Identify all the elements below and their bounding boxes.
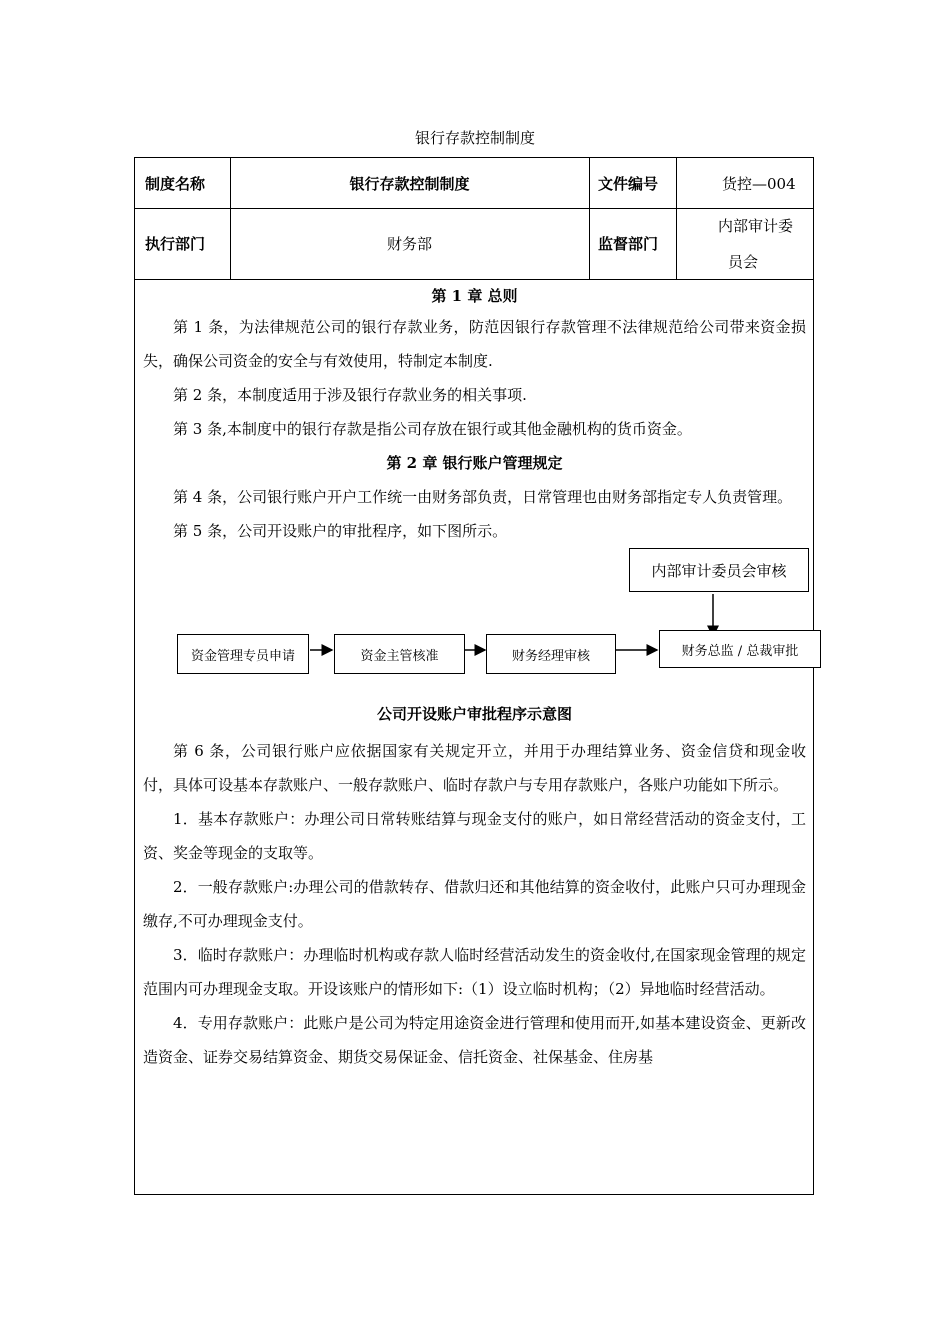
label-file-number: 文件编号 <box>598 174 659 193</box>
policy-body <box>143 282 806 1074</box>
audit-committee-review: 内部审计委员会审核 <box>629 548 809 592</box>
col-divider <box>589 158 590 279</box>
article-1: 第 1 条，为法律规范公司的银行存款业务，防范因银行存款管理不法律规范给公司带来资金损失，确保公司资金的安全与有效使用，特制定本制度. <box>143 318 806 370</box>
control-table <box>134 157 814 1195</box>
value-exec-dept: 财务部 <box>386 235 432 253</box>
account-type-4: 4．专用存款账户：此账户是公司为特定用途资金进行管理和使用而开,如基本建设资金、更新改造资金、证券交易结算资金、期货交易保证金、信托资金、社保基金、住房基 <box>143 1014 806 1066</box>
value-policy-name: 银行存款控制制度 <box>349 174 470 193</box>
article-5: 第 5 条，公司开设账户的审批程序，如下图所示。 <box>173 522 508 540</box>
approval-flowchart <box>143 548 806 694</box>
step-final-approval: 财务总监 / 总裁审批 <box>659 630 821 668</box>
document-title: 银行存款控制制度 <box>414 129 535 147</box>
flowchart-caption: 公司开设账户审批程序示意图 <box>376 705 572 723</box>
label-policy-name: 制度名称 <box>145 174 206 193</box>
article-2: 第 2 条，本制度适用于涉及银行存款业务的相关事项. <box>173 386 527 404</box>
value-supervise-dept <box>718 208 813 280</box>
chapter-2-heading: 第 2 章 银行账户管理规定 <box>386 454 563 472</box>
chapter-1-heading: 第 1 章 总则 <box>431 287 518 305</box>
value-file-number: 货控—004 <box>722 174 796 193</box>
account-type-1: 1．基本存款账户：办理公司日常转账结算与现金支付的账户，如日常经营活动的资金支付，工资、奖金等现金的支取等。 <box>143 810 806 862</box>
value-supervise-dept-line2: 员会 <box>728 253 759 271</box>
article-6: 第 6 条，公司银行账户应依据国家有关规定开立，并用于办理结算业务、资金信贷和现金收付，具体可设基本存款账户、一般存款账户、临时存款户与专用存款账户，各账户功能如下所示。 <box>143 742 806 794</box>
article-4: 第 4 条，公司银行账户开户工作统一由财务部负责，日常管理也由财务部指定专人负责管理。 <box>173 488 793 506</box>
account-type-3: 3．临时存款账户：办理临时机构或存款人临时经营活动发生的资金收付,在国家现金管理的规定范围内可办理现金支取。开设该账户的情形如下:（1）设立临时机构；（2）异地临时经营活动。 <box>143 946 806 998</box>
step-approve: 资金主管核准 <box>334 634 465 674</box>
label-exec-dept: 执行部门 <box>145 235 206 253</box>
value-supervise-dept-line1: 内部审计委 <box>718 217 794 235</box>
label-supervise-dept: 监督部门 <box>598 235 659 253</box>
account-type-2: 2．一般存款账户:办理公司的借款转存、借款归还和其他结算的资金收付，此账户只可办理现金缴存,不可办理现金支付。 <box>143 878 806 930</box>
col-divider <box>676 158 677 279</box>
step-review: 财务经理审核 <box>486 634 616 674</box>
step-apply: 资金管理专员申请 <box>177 634 309 674</box>
row-divider <box>135 279 813 280</box>
article-3: 第 3 条,本制度中的银行存款是指公司存放在银行或其他金融机构的货币资金。 <box>173 420 692 438</box>
